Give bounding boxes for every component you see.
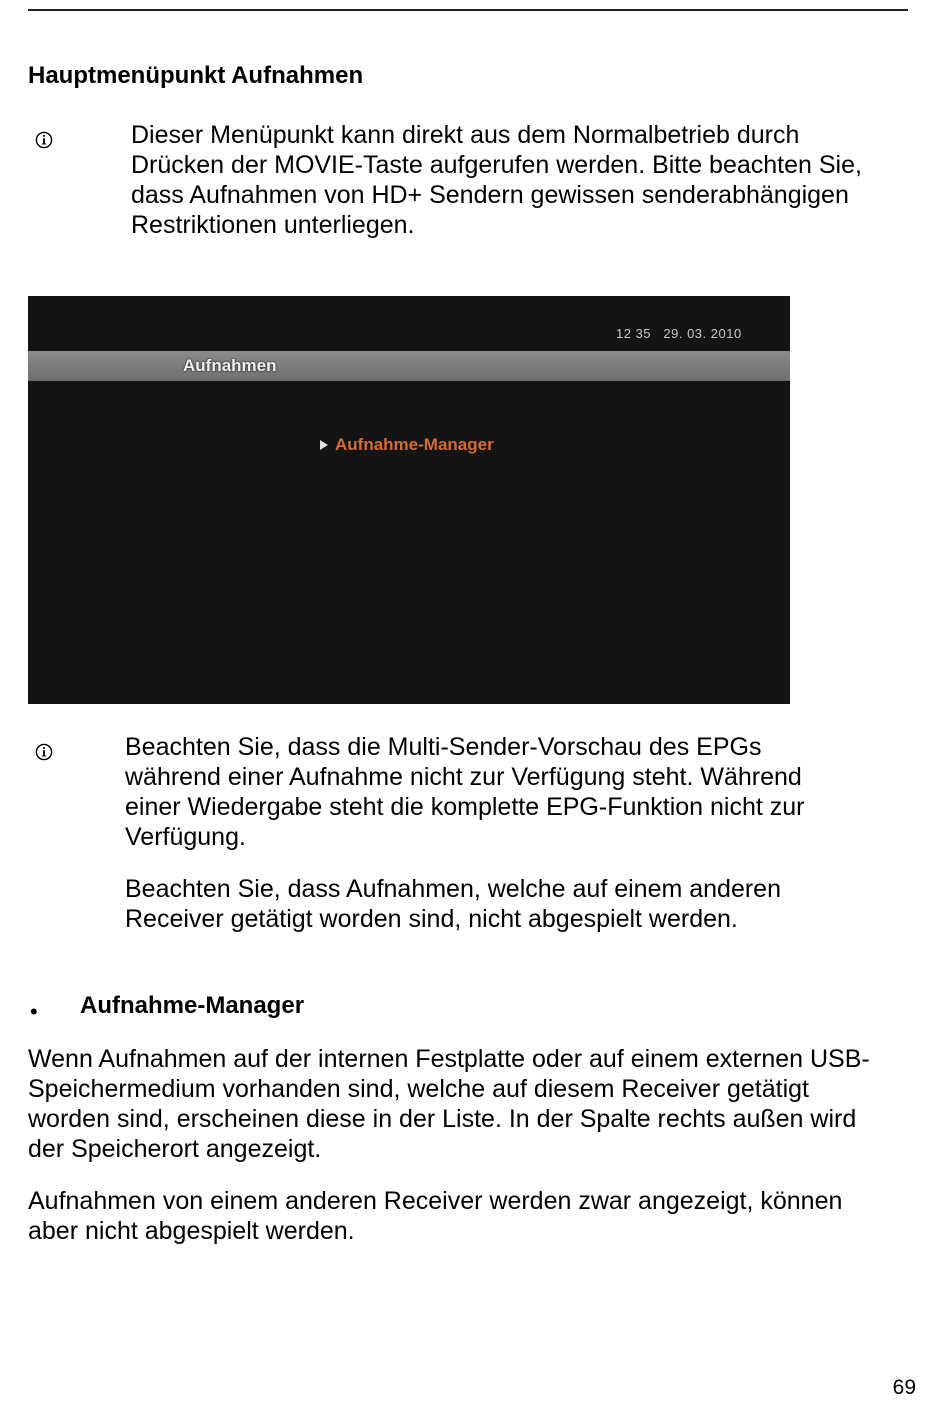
text-line: aber nicht abgespielt werden. — [28, 1217, 355, 1245]
tv-clock — [616, 326, 742, 341]
info-icon — [35, 131, 53, 149]
text-line: Aufnahmen von einem anderen Receiver werden zwar angezeigt, können — [28, 1187, 843, 1215]
text-line: der Speicherort angezeigt. — [28, 1135, 322, 1163]
note-epg-preview — [125, 732, 805, 852]
text-line: Dieser Menüpunkt kann direkt aus dem Normalbetrieb durch — [131, 121, 800, 149]
tv-menu-screenshot — [28, 296, 790, 704]
tv-time: 12 35 — [616, 326, 652, 341]
tv-menu-item-label: Aufnahme-Manager — [335, 435, 494, 454]
text-line: Drücken der MOVIE-Taste aufgerufen werden. Bitte beachten Sie, — [131, 151, 862, 179]
note-other-receiver — [125, 874, 781, 934]
text-line: Speichermedium vorhanden sind, welche auf diesem Receiver getätigt — [28, 1075, 809, 1103]
page-heading: Hauptmenüpunkt Aufnahmen — [28, 62, 364, 89]
page-number: 69 — [892, 1376, 916, 1399]
text-line: während einer Aufnahme nicht zur Verfügung steht. Während — [125, 763, 802, 791]
tv-menu-item-recording-manager[interactable] — [320, 435, 494, 455]
text-line: worden sind, erscheinen diese in der Liste. In der Spalte rechts außen wird — [28, 1105, 857, 1133]
text-line: einer Wiedergabe steht die komplette EPG-Funktion nicht zur — [125, 793, 805, 821]
tv-date: 29. 03. 2010 — [663, 326, 742, 341]
text-line: Wenn Aufnahmen auf der internen Festplatte oder auf einem externen USB- — [28, 1045, 870, 1073]
note-recording-access — [131, 120, 862, 240]
top-rule — [28, 9, 908, 11]
tv-menu-title: Aufnahmen — [183, 356, 277, 375]
bullet-point: • — [30, 999, 38, 1024]
text-line: dass Aufnahmen von HD+ Sendern gewissen senderabhängigen — [131, 181, 849, 209]
tv-title-bar — [28, 351, 790, 381]
text-line: Verfügung. — [125, 823, 246, 851]
section-heading: Aufnahme-Manager — [80, 992, 305, 1019]
text-line: Beachten Sie, dass Aufnahmen, welche auf einem anderen — [125, 875, 781, 903]
text-line: Restriktionen unterliegen. — [131, 211, 415, 239]
section-paragraph — [28, 1186, 842, 1246]
section-paragraph — [28, 1044, 870, 1164]
info-icon — [35, 743, 53, 761]
text-line: Receiver getätigt worden sind, nicht abgespielt werden. — [125, 905, 738, 933]
arrow-right-icon — [320, 440, 328, 450]
text-line: Beachten Sie, dass die Multi-Sender-Vorschau des EPGs — [125, 733, 762, 761]
